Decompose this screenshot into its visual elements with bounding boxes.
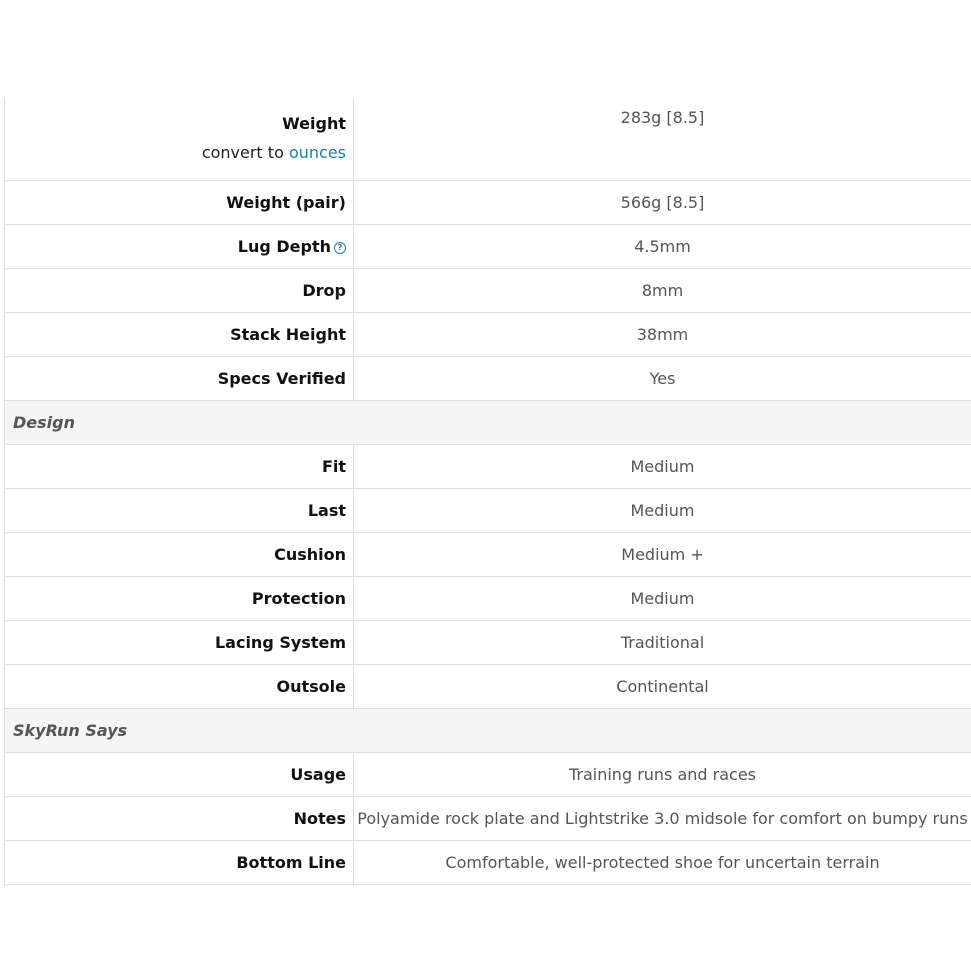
spec-value: 38mm (354, 313, 971, 357)
spec-label: Specs Verified (5, 357, 354, 401)
table-row (5, 577, 971, 621)
section-header-skyrun (5, 709, 971, 753)
spec-label: Usage (5, 753, 354, 797)
specs-table (4, 98, 971, 885)
spec-value: Comfortable, well-protected shoe for uncertain terrain (354, 841, 971, 885)
question-circle-icon[interactable]: ? (334, 242, 346, 254)
ounces-link[interactable]: ounces (288, 143, 346, 162)
table-row (5, 313, 971, 357)
spec-value: Polyamide rock plate and Lightstrike 3.0 midsole for comfort on bumpy runs (354, 797, 971, 841)
table-row (5, 665, 971, 709)
spec-label: Fit (5, 445, 354, 489)
spec-label: Cushion (5, 533, 354, 577)
spec-value: Medium + (354, 533, 971, 577)
spec-value: Traditional (354, 621, 971, 665)
spec-value: 283g [8.5] (354, 98, 971, 181)
section-title: SkyRun Says (5, 709, 971, 753)
spec-value: Medium (354, 445, 971, 489)
table-row (5, 489, 971, 533)
convert-text (202, 143, 346, 162)
spec-label: Weight (282, 114, 346, 133)
spec-label-cell (5, 225, 354, 269)
table-row (5, 357, 971, 401)
table-row (5, 181, 971, 225)
spec-label: Lacing System (5, 621, 354, 665)
spec-label-cell (5, 98, 354, 181)
table-row (5, 797, 971, 841)
spec-label: Lug Depth (237, 237, 331, 256)
spec-label: Stack Height (5, 313, 354, 357)
table-row (5, 445, 971, 489)
spec-label: Bottom Line (5, 841, 354, 885)
spec-label: Protection (5, 577, 354, 621)
spec-label: Drop (5, 269, 354, 313)
section-header-design (5, 401, 971, 445)
table-row (5, 621, 971, 665)
spec-value: Training runs and races (354, 753, 971, 797)
spec-value: Medium (354, 577, 971, 621)
table-row (5, 753, 971, 797)
spec-value: 566g [8.5] (354, 181, 971, 225)
spec-value: 4.5mm (354, 225, 971, 269)
spec-label: Outsole (5, 665, 354, 709)
spec-value: 8mm (354, 269, 971, 313)
table-row (5, 225, 971, 269)
table-row (5, 533, 971, 577)
spec-value: Yes (354, 357, 971, 401)
spec-label: Weight (pair) (5, 181, 354, 225)
table-row (5, 269, 971, 313)
section-title: Design (5, 401, 971, 445)
spec-value: Medium (354, 489, 971, 533)
spec-label: Notes (5, 797, 354, 841)
spec-label: Last (5, 489, 354, 533)
table-row (5, 841, 971, 885)
table-row-weight (5, 98, 971, 181)
spec-value: Continental (354, 665, 971, 709)
convert-prefix: convert to (201, 143, 284, 162)
